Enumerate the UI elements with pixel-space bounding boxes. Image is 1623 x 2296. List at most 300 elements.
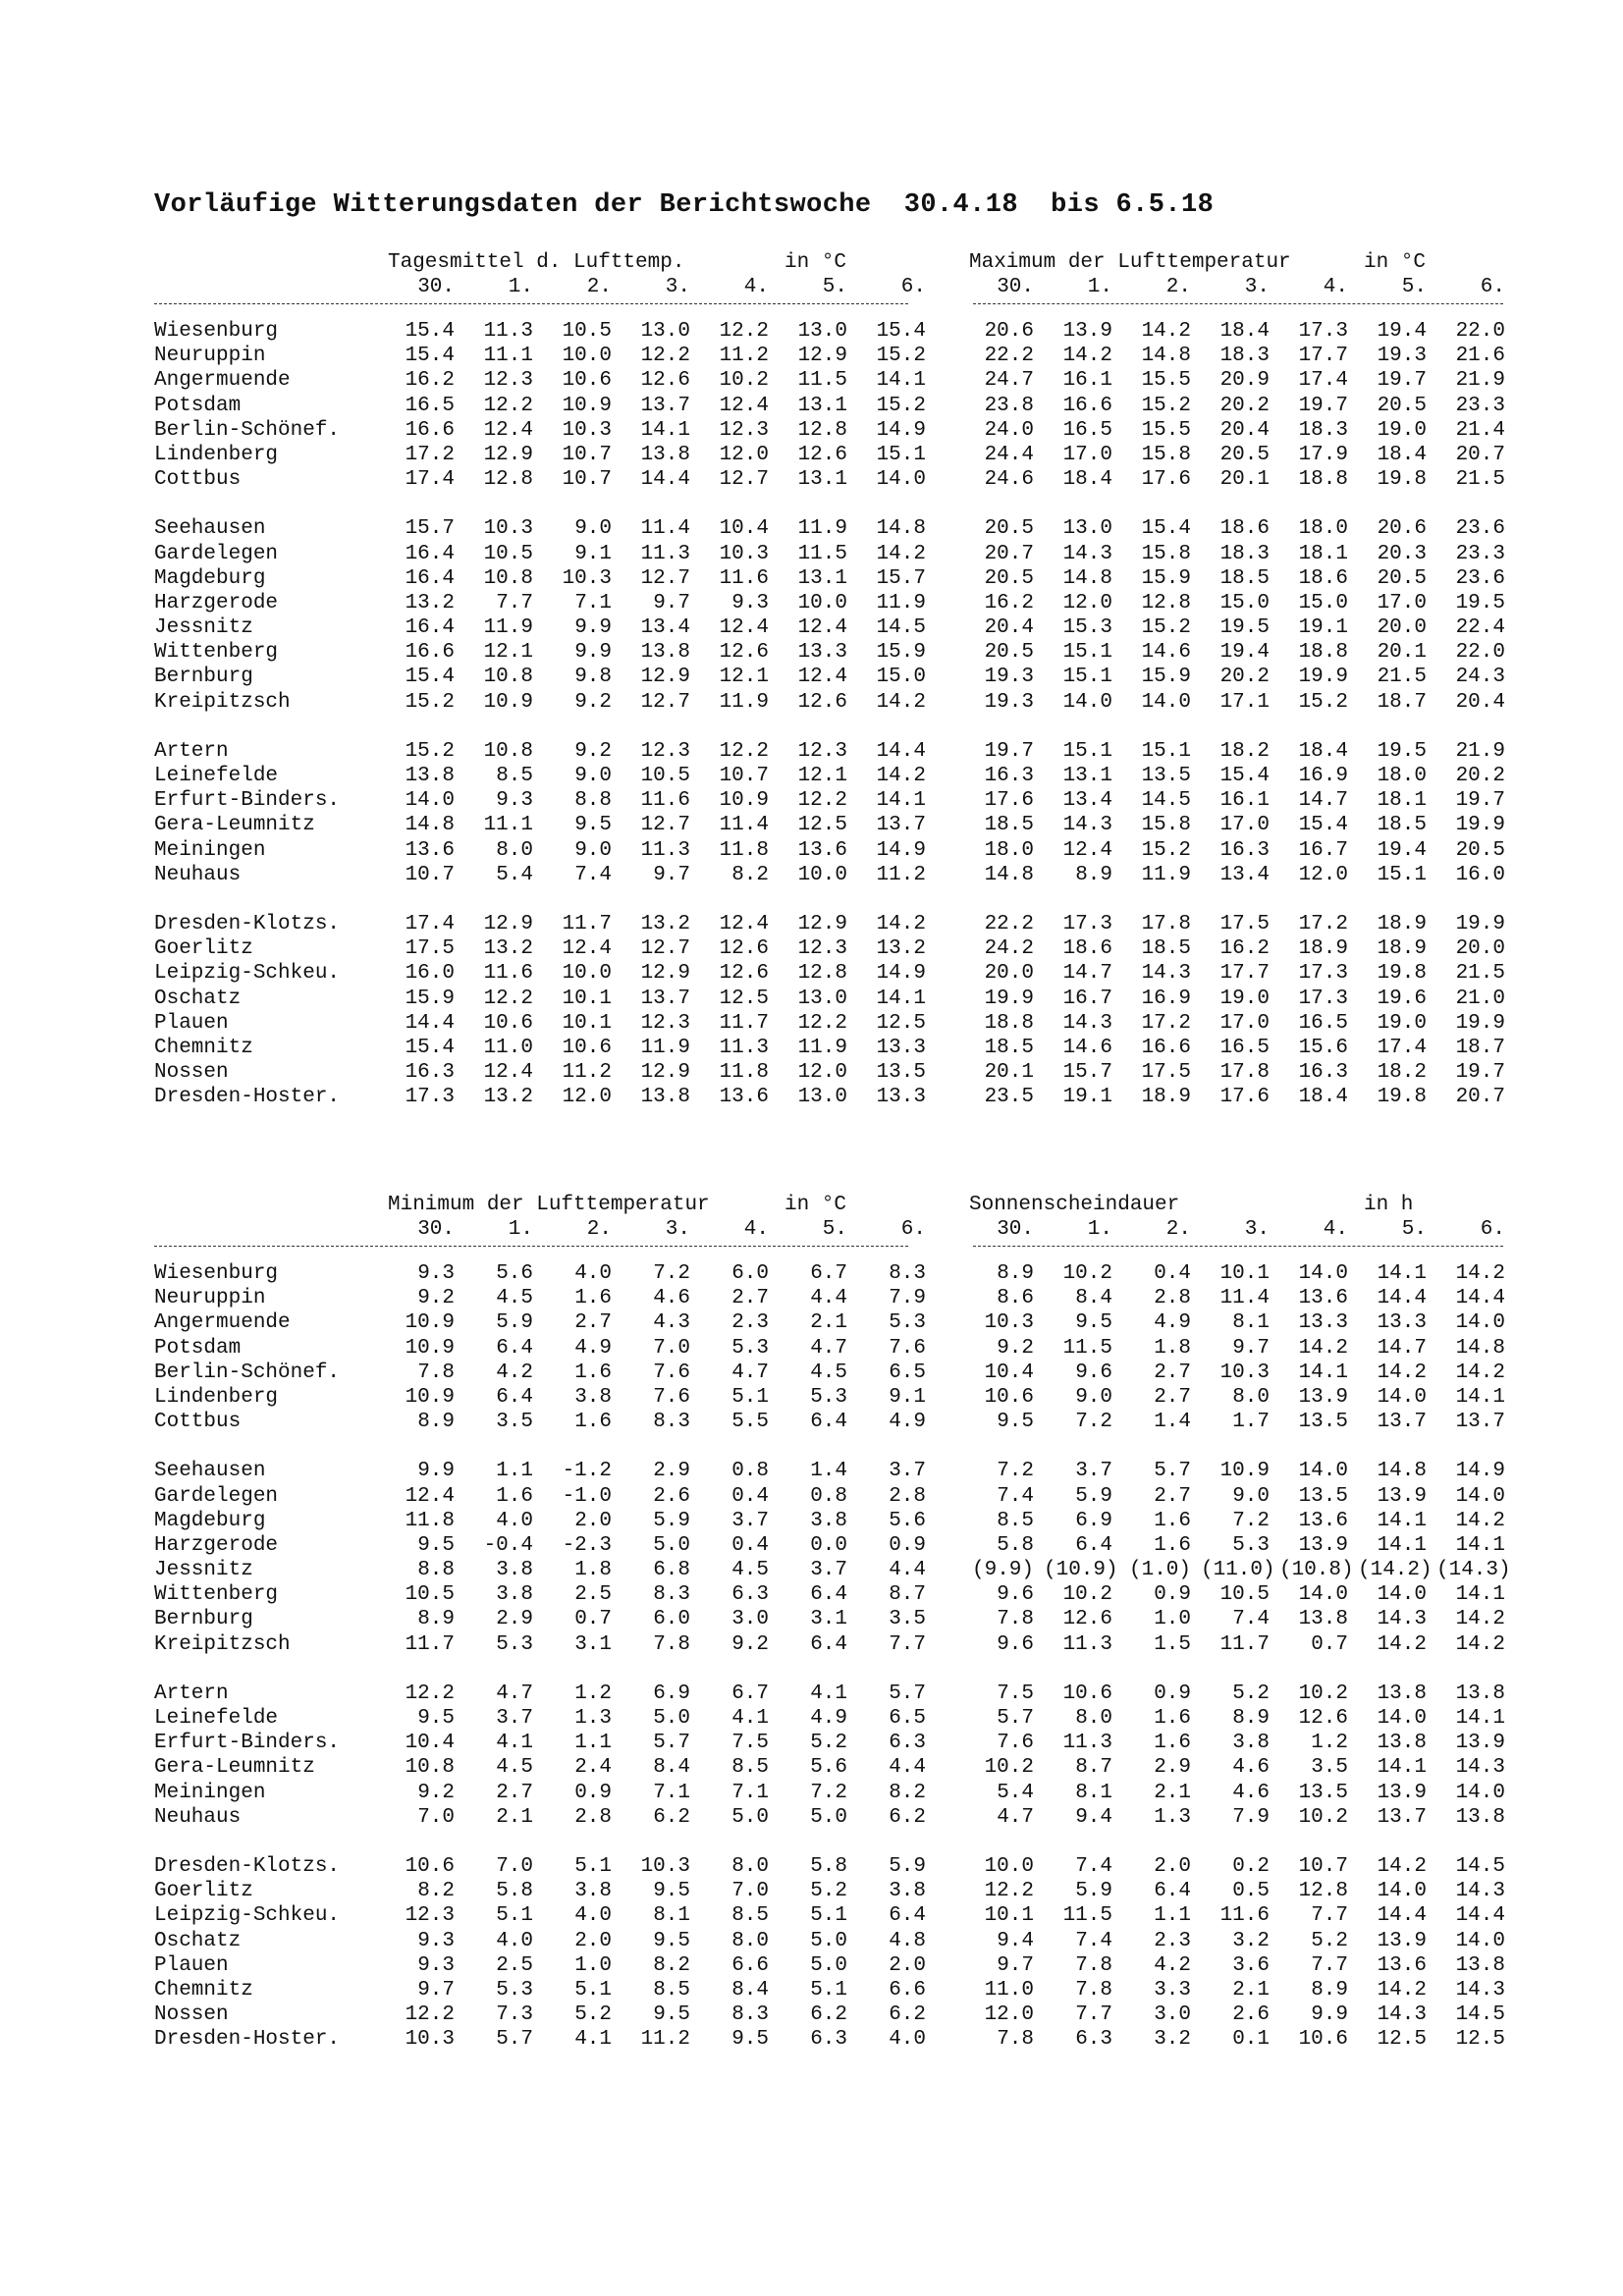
value-cell: 12.5 bbox=[1455, 2028, 1505, 2052]
value-cell: 7.6 bbox=[889, 1336, 926, 1360]
value-cell: 9.3 bbox=[417, 1953, 455, 1977]
value-cell: 18.5 bbox=[1141, 937, 1191, 961]
value-cell: 4.1 bbox=[810, 1682, 847, 1705]
value-cell: 14.2 bbox=[1062, 345, 1112, 368]
station-name: Gardelegen bbox=[154, 542, 279, 565]
value-cell: 13.5 bbox=[1298, 1411, 1348, 1434]
value-cell: 11.5 bbox=[797, 542, 847, 565]
value-cell: 18.4 bbox=[1062, 468, 1112, 492]
value-cell: 14.0 bbox=[1298, 1460, 1348, 1483]
value-cell: 14.0 bbox=[1298, 1583, 1348, 1607]
value-cell: -1.0 bbox=[562, 1484, 612, 1508]
table-row bbox=[154, 1756, 1509, 1781]
station-name: Dresden-Hoster. bbox=[154, 2028, 341, 2052]
value-cell: 9.6 bbox=[1075, 1361, 1112, 1384]
value-cell: 16.1 bbox=[1219, 789, 1270, 813]
value-cell: 10.2 bbox=[984, 1756, 1034, 1780]
value-cell: 18.3 bbox=[1298, 418, 1348, 442]
value-cell: 14.0 bbox=[1455, 1311, 1505, 1335]
value-cell: 9.0 bbox=[574, 765, 612, 787]
value-cell: 13.3 bbox=[876, 1036, 926, 1059]
value-cell: 4.6 bbox=[1232, 1756, 1270, 1780]
value-cell: 3.7 bbox=[731, 1509, 769, 1532]
station-name: Neuruppin bbox=[154, 345, 266, 368]
value-cell: 20.1 bbox=[984, 1061, 1034, 1085]
value-cell: 14.0 bbox=[1298, 1262, 1348, 1285]
value-cell: 9.2 bbox=[417, 1287, 455, 1310]
table-row bbox=[154, 1682, 1509, 1707]
table-row bbox=[154, 1806, 1509, 1831]
value-cell: 11.6 bbox=[1219, 1904, 1270, 1928]
table-row bbox=[154, 345, 1509, 369]
value-cell: 15.1 bbox=[876, 443, 926, 466]
value-cell: 10.9 bbox=[1219, 1460, 1270, 1483]
value-cell: 1.5 bbox=[1154, 1632, 1191, 1656]
value-cell: 14.7 bbox=[1062, 962, 1112, 986]
value-cell: 12.1 bbox=[797, 765, 847, 787]
value-cell: 17.4 bbox=[1377, 1036, 1427, 1059]
value-cell: 13.1 bbox=[797, 468, 847, 492]
value-cell: 8.8 bbox=[574, 789, 612, 813]
value-cell: 11.6 bbox=[640, 789, 690, 813]
value-cell: 1.7 bbox=[1232, 1411, 1270, 1434]
value-cell: -0.4 bbox=[483, 1533, 533, 1557]
value-cell: 11.4 bbox=[719, 814, 769, 837]
table-row bbox=[154, 567, 1509, 592]
value-cell: 11.5 bbox=[1062, 1336, 1112, 1360]
value-cell: 5.9 bbox=[889, 1854, 926, 1878]
value-cell: 14.4 bbox=[405, 1011, 455, 1035]
value-cell: 9.2 bbox=[574, 690, 612, 714]
value-cell: 6.2 bbox=[889, 2003, 926, 2027]
value-cell: 14.2 bbox=[1141, 320, 1191, 343]
value-cell: 11.9 bbox=[640, 1036, 690, 1059]
value-cell: 4.7 bbox=[496, 1682, 533, 1705]
value-cell: 12.2 bbox=[483, 987, 533, 1010]
value-cell: 17.3 bbox=[1298, 962, 1348, 986]
station-name: Artern bbox=[154, 739, 229, 763]
value-cell: 7.2 bbox=[810, 1781, 847, 1804]
value-cell: 9.5 bbox=[417, 1533, 455, 1557]
value-cell: 11.9 bbox=[876, 591, 926, 614]
table-row bbox=[154, 1979, 1509, 2003]
station-name: Bernburg bbox=[154, 666, 253, 689]
value-cell: 14.0 bbox=[1377, 1385, 1427, 1409]
value-cell: 17.0 bbox=[1377, 591, 1427, 614]
value-cell: 16.6 bbox=[405, 641, 455, 665]
value-cell: 19.3 bbox=[1377, 345, 1427, 368]
value-cell: 9.5 bbox=[653, 1880, 690, 1903]
table-row bbox=[154, 913, 1509, 937]
value-cell: 10.7 bbox=[562, 468, 612, 492]
value-cell: 14.3 bbox=[1455, 1978, 1505, 2002]
station-name: Seehausen bbox=[154, 517, 266, 541]
value-cell: 4.4 bbox=[889, 1756, 926, 1780]
value-cell: 15.3 bbox=[1062, 616, 1112, 640]
value-cell: 15.7 bbox=[1062, 1061, 1112, 1085]
value-cell: 3.1 bbox=[574, 1632, 612, 1656]
value-cell: 14.4 bbox=[640, 468, 690, 492]
value-cell: 2.3 bbox=[731, 1311, 769, 1335]
value-cell: 19.4 bbox=[1219, 641, 1270, 665]
value-cell: 10.8 bbox=[483, 566, 533, 590]
value-cell: 5.2 bbox=[1232, 1682, 1270, 1705]
value-cell: 5.8 bbox=[997, 1533, 1034, 1557]
value-cell: 12.2 bbox=[405, 1682, 455, 1705]
value-cell: 9.7 bbox=[653, 591, 690, 614]
table-min-sunshine bbox=[154, 1194, 1511, 2052]
station-group bbox=[154, 1262, 1509, 1435]
value-cell: 11.5 bbox=[797, 369, 847, 393]
value-cell: 2.1 bbox=[1154, 1781, 1191, 1804]
value-cell: 1.0 bbox=[1154, 1608, 1191, 1631]
value-cell: 18.0 bbox=[1298, 517, 1348, 541]
value-cell: 12.9 bbox=[483, 912, 533, 935]
station-name: Gardelegen bbox=[154, 1484, 279, 1508]
value-cell: 6.9 bbox=[1075, 1509, 1112, 1532]
station-name: Goerlitz bbox=[154, 1880, 253, 1903]
value-cell: 8.0 bbox=[731, 1929, 769, 1952]
value-cell: 9.3 bbox=[417, 1262, 455, 1285]
value-cell: 20.5 bbox=[1377, 394, 1427, 417]
value-cell: 17.4 bbox=[405, 468, 455, 492]
value-cell: 10.7 bbox=[1298, 1854, 1348, 1878]
table-row bbox=[154, 814, 1509, 838]
value-cell: 3.3 bbox=[1154, 1978, 1191, 2002]
value-cell: 18.1 bbox=[1377, 789, 1427, 813]
value-cell: 16.3 bbox=[1219, 838, 1270, 862]
value-cell: 14.0 bbox=[1377, 1707, 1427, 1730]
value-cell: 16.9 bbox=[1141, 987, 1191, 1010]
value-cell: 4.5 bbox=[731, 1559, 769, 1582]
value-cell: 11.8 bbox=[719, 1061, 769, 1085]
value-cell: 10.2 bbox=[1298, 1805, 1348, 1829]
station-name: Bernburg bbox=[154, 1608, 253, 1631]
value-cell: 11.0 bbox=[984, 1978, 1034, 2002]
value-cell: 5.3 bbox=[496, 1978, 533, 2002]
value-cell: 0.9 bbox=[1154, 1583, 1191, 1607]
value-cell: 11.2 bbox=[876, 863, 926, 886]
value-cell: 14.7 bbox=[1298, 789, 1348, 813]
value-cell: 13.8 bbox=[405, 765, 455, 787]
value-cell: 12.4 bbox=[797, 616, 847, 640]
day-header: 6. bbox=[1480, 1218, 1505, 1241]
value-cell: 13.8 bbox=[1455, 1953, 1505, 1977]
value-cell: 13.5 bbox=[1298, 1484, 1348, 1508]
value-cell: 14.8 bbox=[1455, 1336, 1505, 1360]
value-cell: 20.3 bbox=[1377, 542, 1427, 565]
right-unit: in °C bbox=[1364, 251, 1427, 274]
value-cell: 8.9 bbox=[997, 1262, 1034, 1285]
value-cell: 11.2 bbox=[719, 345, 769, 368]
divider bbox=[973, 1246, 1503, 1247]
value-cell: 15.4 bbox=[1298, 814, 1348, 837]
value-cell: 14.2 bbox=[876, 690, 926, 714]
station-name: Harzgerode bbox=[154, 591, 279, 614]
value-cell: 12.5 bbox=[797, 814, 847, 837]
value-cell: 14.5 bbox=[1455, 1854, 1505, 1878]
value-cell: 9.9 bbox=[417, 1460, 455, 1483]
value-cell: 19.7 bbox=[1455, 1061, 1505, 1085]
value-cell: 10.3 bbox=[1219, 1361, 1270, 1384]
value-cell: 13.9 bbox=[1298, 1385, 1348, 1409]
value-cell: 11.7 bbox=[1219, 1632, 1270, 1656]
right-unit: in h bbox=[1364, 1194, 1414, 1216]
value-cell: 6.7 bbox=[731, 1682, 769, 1705]
value-cell: 18.5 bbox=[984, 814, 1034, 837]
value-cell: 15.6 bbox=[1298, 1036, 1348, 1059]
value-cell: 17.3 bbox=[1298, 320, 1348, 343]
value-cell: 14.1 bbox=[1298, 1361, 1348, 1384]
value-cell: 10.7 bbox=[405, 863, 455, 886]
value-cell: 8.9 bbox=[1311, 1978, 1348, 2002]
value-cell: 12.7 bbox=[640, 814, 690, 837]
value-cell: 6.2 bbox=[889, 1805, 926, 1829]
value-cell: 8.3 bbox=[889, 1262, 926, 1285]
value-cell: 9.0 bbox=[1232, 1484, 1270, 1508]
value-cell: 7.8 bbox=[1075, 1953, 1112, 1977]
table-row bbox=[154, 1930, 1509, 1954]
value-cell: 4.7 bbox=[810, 1336, 847, 1360]
value-cell: 14.2 bbox=[1298, 1336, 1348, 1360]
value-cell: 8.2 bbox=[417, 1880, 455, 1903]
value-cell: 8.2 bbox=[653, 1953, 690, 1977]
value-cell: (10.8) bbox=[1279, 1559, 1354, 1582]
value-cell: 5.0 bbox=[731, 1805, 769, 1829]
station-name: Meiningen bbox=[154, 1781, 266, 1804]
value-cell: 10.9 bbox=[405, 1385, 455, 1409]
value-cell: 10.7 bbox=[562, 443, 612, 466]
value-cell: 16.6 bbox=[1062, 394, 1112, 417]
value-cell: 18.9 bbox=[1377, 912, 1427, 935]
value-cell: 21.6 bbox=[1455, 345, 1505, 368]
value-cell: 19.3 bbox=[984, 690, 1034, 714]
value-cell: 16.4 bbox=[405, 542, 455, 565]
value-cell: 20.7 bbox=[984, 542, 1034, 565]
value-cell: 11.9 bbox=[797, 517, 847, 541]
value-cell: 22.0 bbox=[1455, 320, 1505, 343]
station-group bbox=[154, 517, 1509, 716]
value-cell: 6.5 bbox=[889, 1707, 926, 1730]
value-cell: 10.5 bbox=[640, 765, 690, 787]
value-cell: 3.7 bbox=[1075, 1460, 1112, 1483]
value-cell: 9.9 bbox=[1311, 2003, 1348, 2027]
value-cell: 5.6 bbox=[810, 1756, 847, 1780]
value-cell: 12.3 bbox=[797, 739, 847, 763]
table-row bbox=[154, 1262, 1509, 1287]
value-cell: 9.1 bbox=[574, 542, 612, 565]
station-name: Wittenberg bbox=[154, 1583, 279, 1607]
value-cell: 4.1 bbox=[574, 2028, 612, 2052]
value-cell: 7.0 bbox=[731, 1880, 769, 1903]
value-cell: 14.1 bbox=[1455, 1385, 1505, 1409]
value-cell: 6.3 bbox=[731, 1583, 769, 1607]
value-cell: 14.4 bbox=[1377, 1904, 1427, 1928]
station-name: Angermuende bbox=[154, 1311, 291, 1335]
value-cell: 24.2 bbox=[984, 937, 1034, 961]
station-name: Neuhaus bbox=[154, 863, 242, 886]
value-cell: 6.4 bbox=[1075, 1533, 1112, 1557]
value-cell: 7.7 bbox=[1075, 2003, 1112, 2027]
value-cell: 4.0 bbox=[574, 1262, 612, 1285]
value-cell: 6.6 bbox=[731, 1953, 769, 1977]
value-cell: 1.6 bbox=[1154, 1533, 1191, 1557]
value-cell: 19.9 bbox=[984, 987, 1034, 1010]
value-cell: 13.8 bbox=[640, 443, 690, 466]
value-cell: 12.8 bbox=[1141, 591, 1191, 614]
value-cell: 15.1 bbox=[1377, 863, 1427, 886]
day-header: 4. bbox=[1323, 276, 1348, 298]
value-cell: 13.7 bbox=[1377, 1805, 1427, 1829]
value-cell: 21.5 bbox=[1455, 468, 1505, 492]
table-row bbox=[154, 1362, 1509, 1386]
value-cell: 2.7 bbox=[731, 1287, 769, 1310]
value-cell: 13.8 bbox=[1455, 1805, 1505, 1829]
value-cell: 10.6 bbox=[984, 1385, 1034, 1409]
station-name: Goerlitz bbox=[154, 937, 253, 961]
value-cell: 7.3 bbox=[496, 2003, 533, 2027]
value-cell: 14.0 bbox=[405, 789, 455, 813]
value-cell: 12.1 bbox=[719, 666, 769, 689]
value-cell: 18.4 bbox=[1298, 739, 1348, 763]
value-cell: 16.2 bbox=[984, 591, 1034, 614]
table-row bbox=[154, 1460, 1509, 1484]
value-cell: 4.0 bbox=[496, 1929, 533, 1952]
value-cell: 14.2 bbox=[1455, 1632, 1505, 1656]
value-cell: 8.3 bbox=[653, 1411, 690, 1434]
value-cell: 16.9 bbox=[1298, 765, 1348, 787]
value-cell: 12.0 bbox=[562, 1086, 612, 1109]
value-cell: 16.5 bbox=[1298, 1011, 1348, 1035]
value-cell: 18.9 bbox=[1141, 1086, 1191, 1109]
value-cell: 5.7 bbox=[1154, 1460, 1191, 1483]
value-cell: 17.3 bbox=[1062, 912, 1112, 935]
value-cell: 10.0 bbox=[984, 1854, 1034, 1878]
value-cell: 12.2 bbox=[984, 1880, 1034, 1903]
value-cell: 14.9 bbox=[876, 418, 926, 442]
value-cell: 19.9 bbox=[1455, 1011, 1505, 1035]
value-cell: 10.4 bbox=[719, 517, 769, 541]
value-cell: 10.3 bbox=[562, 566, 612, 590]
value-cell: 10.0 bbox=[562, 345, 612, 368]
value-cell: 17.5 bbox=[1141, 1061, 1191, 1085]
left-column-title: Tagesmittel d. Lufttemp. bbox=[388, 251, 685, 274]
value-cell: 1.6 bbox=[496, 1484, 533, 1508]
value-cell: 0.5 bbox=[1232, 1880, 1270, 1903]
value-cell: 0.7 bbox=[1311, 1632, 1348, 1656]
value-cell: 14.2 bbox=[1377, 1632, 1427, 1656]
value-cell: 7.9 bbox=[1232, 1805, 1270, 1829]
value-cell: 14.4 bbox=[1455, 1904, 1505, 1928]
value-cell: 8.3 bbox=[653, 1583, 690, 1607]
value-cell: 18.9 bbox=[1298, 937, 1348, 961]
value-cell: 6.7 bbox=[810, 1262, 847, 1285]
value-cell: 6.2 bbox=[810, 2003, 847, 2027]
value-cell: 14.4 bbox=[1377, 1287, 1427, 1310]
value-cell: 14.7 bbox=[1377, 1336, 1427, 1360]
day-header: 30. bbox=[417, 1218, 455, 1241]
value-cell: 19.1 bbox=[1062, 1086, 1112, 1109]
value-cell: 6.4 bbox=[810, 1411, 847, 1434]
value-cell: 11.8 bbox=[719, 838, 769, 862]
value-cell: 14.3 bbox=[1062, 542, 1112, 565]
value-cell: 2.1 bbox=[810, 1311, 847, 1335]
value-cell: 20.5 bbox=[984, 517, 1034, 541]
value-cell: 18.5 bbox=[984, 1036, 1034, 1059]
value-cell: 24.6 bbox=[984, 468, 1034, 492]
value-cell: 7.8 bbox=[1075, 1978, 1112, 2002]
value-cell: 3.5 bbox=[496, 1411, 533, 1434]
value-cell: 8.3 bbox=[731, 2003, 769, 2027]
value-cell: 14.2 bbox=[876, 912, 926, 935]
value-cell: 3.8 bbox=[810, 1509, 847, 1532]
value-cell: 18.4 bbox=[1298, 1086, 1348, 1109]
value-cell: 9.4 bbox=[1075, 1805, 1112, 1829]
value-cell: 8.5 bbox=[997, 1509, 1034, 1532]
value-cell: 10.0 bbox=[797, 863, 847, 886]
value-cell: 15.1 bbox=[1062, 666, 1112, 689]
value-cell: 5.0 bbox=[653, 1533, 690, 1557]
value-cell: 14.2 bbox=[1455, 1608, 1505, 1631]
value-cell: 15.2 bbox=[876, 394, 926, 417]
value-cell: 9.5 bbox=[574, 814, 612, 837]
value-cell: 20.5 bbox=[984, 566, 1034, 590]
table-row bbox=[154, 1880, 1509, 1904]
value-cell: 9.6 bbox=[997, 1632, 1034, 1656]
value-cell: 8.5 bbox=[496, 765, 533, 787]
station-name: Jessnitz bbox=[154, 1559, 253, 1582]
value-cell: 8.0 bbox=[496, 838, 533, 862]
value-cell: 8.1 bbox=[1075, 1781, 1112, 1804]
value-cell: 11.2 bbox=[640, 2028, 690, 2052]
value-cell: 18.2 bbox=[1377, 1061, 1427, 1085]
left-unit: in °C bbox=[784, 251, 847, 274]
value-cell: 15.9 bbox=[1141, 666, 1191, 689]
value-cell: 12.9 bbox=[797, 345, 847, 368]
station-name: Erfurt-Binders. bbox=[154, 789, 341, 813]
value-cell: 4.7 bbox=[731, 1361, 769, 1384]
table-row bbox=[154, 765, 1509, 789]
value-cell: 2.9 bbox=[1154, 1756, 1191, 1780]
table-row bbox=[154, 1287, 1509, 1311]
value-cell: 16.3 bbox=[405, 1061, 455, 1085]
value-cell: 23.3 bbox=[1455, 394, 1505, 417]
value-cell: 8.9 bbox=[1075, 863, 1112, 886]
day-header: 5. bbox=[1401, 276, 1427, 298]
value-cell: 20.6 bbox=[984, 320, 1034, 343]
station-group bbox=[154, 1460, 1509, 1658]
left-column-title: Minimum der Lufttemperatur bbox=[388, 1194, 710, 1216]
table-row bbox=[154, 962, 1509, 987]
value-cell: 16.5 bbox=[1062, 418, 1112, 442]
value-cell: 0.4 bbox=[731, 1484, 769, 1508]
value-cell: 3.1 bbox=[810, 1608, 847, 1631]
value-cell: 13.7 bbox=[876, 814, 926, 837]
station-group bbox=[154, 740, 1509, 888]
value-cell: 11.7 bbox=[719, 1011, 769, 1035]
value-cell: 3.8 bbox=[1232, 1732, 1270, 1755]
value-cell: 13.7 bbox=[1377, 1411, 1427, 1434]
value-cell: 5.5 bbox=[731, 1411, 769, 1434]
value-cell: 14.1 bbox=[1455, 1533, 1505, 1557]
value-cell: 0.8 bbox=[810, 1484, 847, 1508]
value-cell: 10.9 bbox=[405, 1311, 455, 1335]
value-cell: 11.4 bbox=[640, 517, 690, 541]
value-cell: 2.7 bbox=[574, 1311, 612, 1335]
value-cell: 23.6 bbox=[1455, 566, 1505, 590]
value-cell: 12.8 bbox=[483, 468, 533, 492]
day-header: 1. bbox=[508, 1218, 533, 1241]
